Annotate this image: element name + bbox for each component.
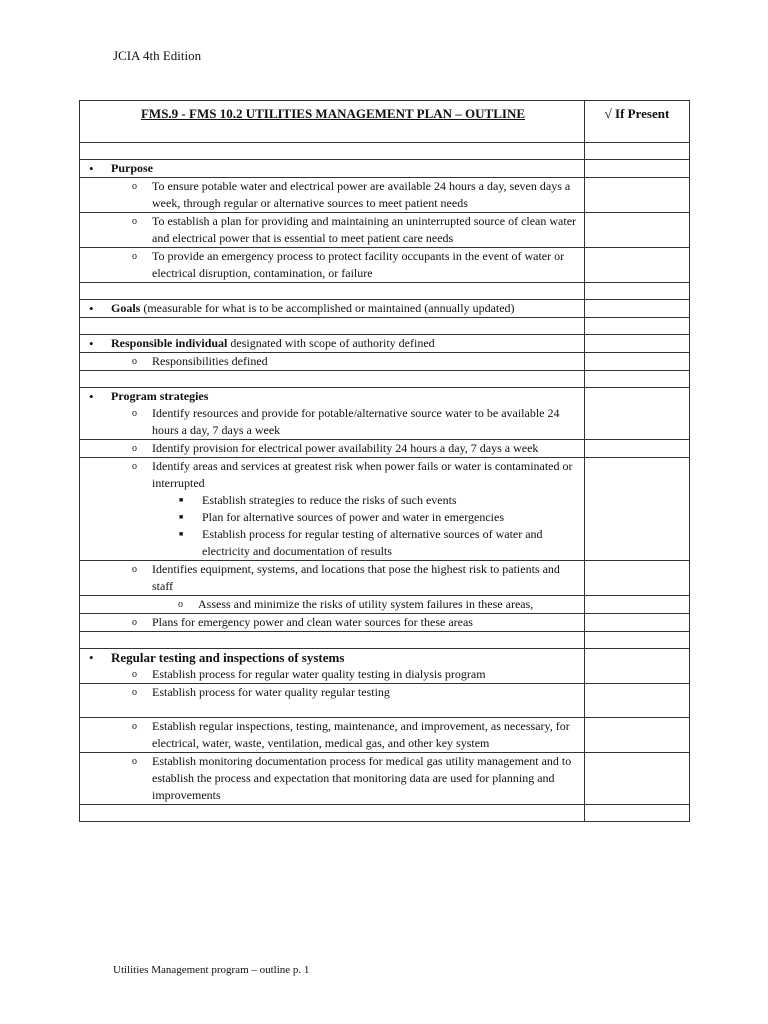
table-row [80, 213, 690, 248]
list-item: Plan for alternative sources of power and water in emergencies [202, 510, 504, 524]
list-item: Identifies equipment, systems, and locations that pose the highest risk to patients and staff [152, 562, 560, 593]
circle-bullet-icon: o [132, 687, 137, 698]
check-cell[interactable] [585, 248, 690, 283]
section-heading-goals: Goals [111, 301, 141, 315]
square-bullet-icon: ■ [179, 513, 184, 521]
page-footer: Utilities Management program – outline p. 1 [113, 964, 310, 976]
list-item: To ensure potable water and electrical power are available 24 hours a day, seven days a week, through regular or alternative sources to meet patient needs [152, 179, 571, 210]
table-row [80, 718, 690, 753]
list-item: Assess and minimize the risks of utility system failures in these areas, [198, 597, 534, 611]
circle-bullet-icon: o [132, 216, 137, 227]
check-cell[interactable] [585, 388, 690, 440]
table-row [80, 388, 690, 440]
table-row [80, 248, 690, 283]
spacer-row [80, 632, 690, 649]
circle-bullet-icon: o [132, 461, 137, 472]
spacer-row [80, 371, 690, 388]
circle-bullet-icon: o [132, 356, 137, 367]
bullet-icon: • [89, 336, 94, 351]
table-row [80, 561, 690, 596]
table-row [80, 440, 690, 458]
check-cell[interactable] [585, 300, 690, 318]
list-item: Plans for emergency power and clean water sources for these areas [152, 615, 473, 629]
list-item: Identify provision for electrical power availability 24 hours a day, 7 days a week [152, 441, 539, 455]
check-cell[interactable] [585, 213, 690, 248]
table-title: FMS.9 - FMS 10.2 UTILITIES MANAGEMENT PLAN – OUTLINE [80, 101, 585, 143]
spacer-row [80, 143, 690, 160]
circle-bullet-icon: o [132, 721, 137, 732]
circle-bullet-icon: o [132, 181, 137, 192]
list-item: Establish strategies to reduce the risks of such events [202, 493, 457, 507]
circle-bullet-icon: o [178, 599, 183, 610]
responsible-description: designated with scope of authority defined [227, 336, 435, 350]
check-cell[interactable] [585, 458, 690, 561]
table-row [80, 649, 690, 684]
table-row [80, 684, 690, 718]
spacer-row [80, 318, 690, 335]
list-item: Identify resources and provide for potable/alternative source water to be available 24 hours a day, 7 days a week [152, 406, 560, 437]
spacer-row [80, 283, 690, 300]
list-item: Responsibilities defined [152, 354, 268, 368]
check-cell[interactable] [585, 561, 690, 596]
check-column-header: √ If Present [585, 101, 690, 143]
check-cell[interactable] [585, 718, 690, 753]
circle-bullet-icon: o [132, 408, 137, 419]
square-bullet-icon: ■ [179, 496, 184, 504]
list-item: Identify areas and services at greatest risk when power fails or water is contaminated or interrupted [152, 459, 573, 490]
check-cell[interactable] [585, 753, 690, 805]
circle-bullet-icon: o [132, 617, 137, 628]
circle-bullet-icon: o [132, 564, 137, 575]
list-item: Establish monitoring documentation process for medical gas utility management and to establish the process and expectation that monitoring data are used for planning and improvements [152, 754, 572, 802]
table-row [80, 353, 690, 371]
check-cell[interactable] [585, 684, 690, 718]
section-heading-testing: Regular testing and inspections of systems [111, 650, 345, 665]
circle-bullet-icon: o [132, 251, 137, 262]
list-item: To establish a plan for providing and maintaining an uninterrupted source of clean water and electrical power that is essential to meet patient care needs [152, 214, 577, 245]
square-bullet-icon: ■ [179, 530, 184, 538]
check-cell[interactable] [585, 649, 690, 684]
table-row [80, 614, 690, 632]
table-row [80, 300, 690, 318]
circle-bullet-icon: o [132, 669, 137, 680]
list-item: Establish process for water quality regular testing [152, 685, 390, 699]
check-cell[interactable] [585, 178, 690, 213]
bullet-icon: • [89, 389, 94, 404]
section-heading-strategies: Program strategies [111, 389, 209, 403]
bullet-icon: • [89, 650, 94, 665]
spacer-row [80, 805, 690, 822]
bullet-icon: • [89, 161, 94, 176]
list-item: Establish process for regular water quality testing in dialysis program [152, 667, 486, 681]
goals-description: (measurable for what is to be accomplished or maintained (annually updated) [140, 301, 515, 315]
table-row [80, 458, 690, 561]
table-row [80, 596, 690, 614]
list-item: To provide an emergency process to protect facility occupants in the event of water or electrical disruption, contamination, or failure [152, 249, 565, 280]
circle-bullet-icon: o [132, 756, 137, 767]
check-cell[interactable] [585, 596, 690, 614]
table-header-row [80, 101, 690, 143]
list-item: Establish process for regular testing of alternative sources of water and electricity and documentation of results [202, 527, 543, 558]
table-row [80, 753, 690, 805]
section-heading-purpose: Purpose [111, 161, 153, 175]
check-cell[interactable] [585, 160, 690, 178]
check-cell[interactable] [585, 353, 690, 371]
bullet-icon: • [89, 301, 94, 316]
table-row [80, 178, 690, 213]
circle-bullet-icon: o [132, 443, 137, 454]
check-cell[interactable] [585, 335, 690, 353]
section-heading-responsible: Responsible individual [111, 336, 228, 350]
check-cell[interactable] [585, 614, 690, 632]
list-item: Establish regular inspections, testing, maintenance, and improvement, as necessary, for electrical, water, waste, ventilation, medical gas, and other key system [152, 719, 570, 750]
outline-table [79, 100, 690, 822]
table-row [80, 160, 690, 178]
check-cell[interactable] [585, 440, 690, 458]
table-row [80, 335, 690, 353]
edition-label: JCIA 4th Edition [113, 48, 202, 63]
